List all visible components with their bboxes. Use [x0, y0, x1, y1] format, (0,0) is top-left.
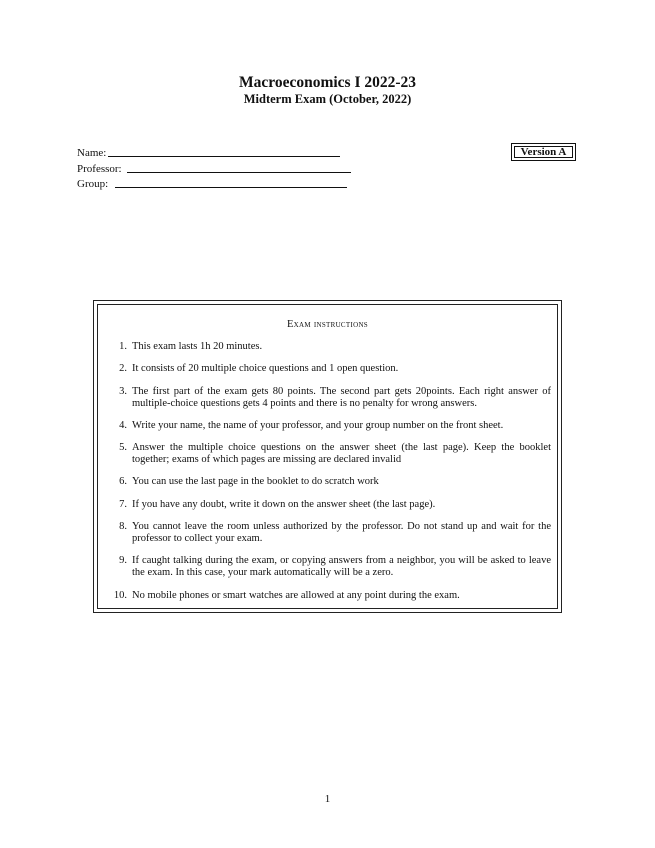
instruction-number: 9.	[119, 555, 127, 567]
professor-field	[77, 162, 122, 178]
instruction-text: Write your name, the name of your professor, and your group number on the front sheet.	[132, 419, 504, 431]
exam-subtitle: Midterm Exam (October, 2022)	[243, 92, 412, 106]
instruction-number: 8.	[119, 521, 127, 533]
instruction-item	[112, 442, 551, 466]
instruction-item	[112, 521, 551, 545]
instruction-number: 5.	[119, 442, 127, 454]
instruction-number: 3.	[119, 385, 127, 397]
instruction-number: 2.	[119, 363, 127, 375]
page-number: 1	[324, 793, 331, 805]
instruction-text: This exam lasts 1h 20 minutes.	[132, 341, 263, 352]
instruction-item	[112, 363, 551, 375]
group-blank-line	[115, 187, 347, 188]
instruction-item	[112, 341, 551, 353]
name-field	[77, 146, 122, 162]
instructions-box	[93, 300, 562, 613]
name-blank-line	[108, 156, 340, 157]
instructions-list	[112, 341, 551, 612]
instruction-number: 6.	[119, 476, 127, 488]
version-badge	[511, 143, 576, 161]
instruction-text: If caught talking during the exam, or copying answers from a neighbor, you will be asked to leave the exam. In this case, your mark automatically will be a zero.	[132, 555, 551, 579]
group-field	[77, 177, 122, 193]
instruction-text: It consists of 20 multiple choice questions and 1 open question.	[132, 363, 399, 375]
instruction-text: No mobile phones or smart watches are allowed at any point during the exam.	[132, 589, 460, 601]
instruction-item	[112, 555, 551, 579]
instruction-item	[112, 420, 551, 432]
professor-label: Professor:	[77, 162, 122, 175]
professor-blank-line	[127, 172, 351, 173]
student-info-fields	[77, 146, 122, 193]
instruction-number: 1.	[119, 341, 127, 352]
instruction-item	[112, 499, 551, 511]
instruction-number: 7.	[119, 498, 127, 510]
instructions-heading: Exam instructions	[286, 319, 369, 330]
version-label: Version A	[514, 146, 573, 158]
instruction-text: You can use the last page in the booklet to do scratch work	[132, 476, 379, 488]
instruction-item	[112, 476, 551, 488]
instruction-number: 4.	[119, 419, 127, 431]
instruction-text: If you have any doubt, write it down on the answer sheet (the last page).	[132, 498, 436, 510]
instruction-number: 10.	[113, 589, 127, 601]
name-label: Name:	[77, 147, 107, 159]
group-label: Group:	[77, 178, 109, 190]
exam-title: Macroeconomics I 2022-23	[238, 74, 417, 91]
instruction-item	[112, 386, 551, 410]
instructions-inner-frame	[97, 304, 558, 609]
instruction-text: You cannot leave the room unless authorized by the professor. Do not stand up and wait for the professor to collect your exam.	[132, 521, 551, 545]
instruction-item	[112, 590, 551, 602]
instruction-text: The first part of the exam gets 80 points. The second part gets 20points. Each right answer of multiple-choice questions gets 4 points and there is no penalty for wrong answers.	[132, 385, 551, 409]
instruction-text: Answer the multiple choice questions on the answer sheet (the last page). Keep the booklet together; exams of which pages are missing are declared invalid	[132, 442, 551, 466]
